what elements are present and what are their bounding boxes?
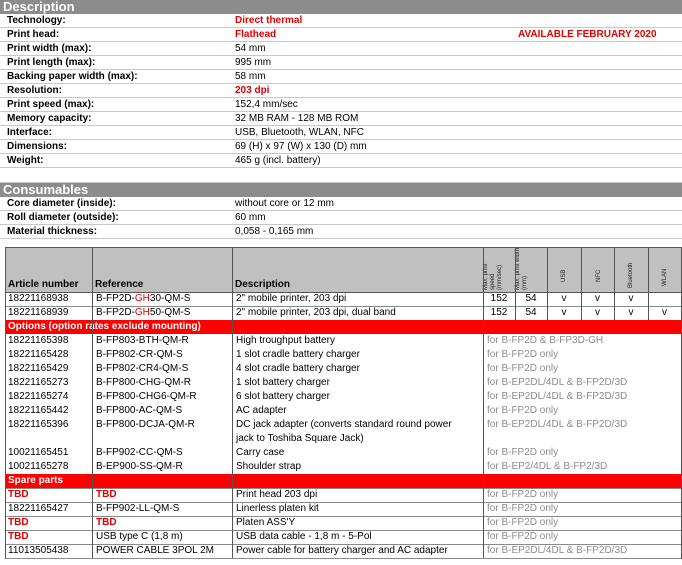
spec-value: 54 mm [235,43,266,54]
description-section-header [0,0,682,14]
description: Shoulder strap [236,461,302,472]
bluetooth-flag: v [628,307,634,318]
spec-value: 203 dpi [235,85,270,96]
option-row [6,404,681,419]
spare-part-row [6,488,681,503]
reference: B-FP800-DCJA-QM-R [96,419,195,430]
header-bluetooth: Bluetooth [628,262,634,288]
spec-label: Core diameter (inside): [7,198,116,209]
header-article-number: Article number [8,279,79,290]
compatibility: for B-FP2D only [487,489,559,500]
reference: POWER CABLE 3POL 2M [96,545,214,556]
spec-label: Resolution: [7,85,62,96]
col-divider [581,248,582,320]
spec-label: Dimensions: [7,141,68,152]
reference: TBD [96,517,117,528]
spec-value: 995 mm [235,57,272,68]
spec-value: Flathead [235,29,277,40]
description: Linerless platen kit [236,503,319,514]
header-reference: Reference [95,279,144,290]
consumable-row [0,211,682,225]
max-print-width: 54 [525,307,537,318]
article-number: 18221165427 [8,503,69,514]
description: 4 slot cradle battery charger [236,363,360,374]
header-max-print-width: Max. print width (mm) [515,247,528,290]
col-divider [648,248,649,320]
description-title: Description [3,0,75,14]
reference [94,306,232,320]
reference: TBD [96,489,117,500]
col-divider [483,248,484,558]
article-number: 10021165451 [8,447,69,458]
nfc-flag: v [595,307,600,318]
header-max-print-speed: Max. print speed (mm/sec) [483,263,503,290]
description-row [0,28,682,42]
option-row [6,334,681,349]
article-number: 18221165428 [8,349,69,360]
spec-label: Print head: [7,29,60,40]
consumables-title: Consumables [3,182,89,197]
product-row [6,292,681,307]
consumable-row [0,197,682,211]
description: 1 slot cradle battery charger [236,349,360,360]
header-nfc: NFC [596,269,602,282]
spec-label: Weight: [7,155,44,166]
spec-value: without core or 12 mm [235,198,334,209]
description: Power cable for battery charger and AC adapter [236,545,448,556]
option-row [6,348,681,363]
product-row [6,306,681,321]
description-row [0,98,682,112]
col-divider [515,248,516,320]
compatibility: for B-FP2D & B-FP3D-GH [487,335,604,346]
description: Carry case [236,447,285,458]
table-header-row [6,248,681,293]
spacer-row [0,168,682,183]
consumable-row [0,225,682,239]
spec-value: 152,4 mm/sec [235,99,298,110]
spec-value: Direct thermal [235,15,303,26]
spec-value: 32 MB RAM - 128 MB ROM [235,113,359,124]
description-row [0,112,682,126]
description-row [0,56,682,70]
spec-label: Print length (max): [7,57,96,68]
article-number: 18221165442 [8,405,69,416]
spec-label: Roll diameter (outside): [7,212,119,223]
description-row [0,84,682,98]
options-band [6,320,681,335]
spec-label: Print speed (max): [7,99,95,110]
article-number: 18221165396 [8,419,69,430]
reference: B-FP800-AC-QM-S [96,405,183,416]
article-table [5,247,682,559]
reference [94,292,232,306]
spare-part-row [6,530,681,545]
option-row [6,362,681,377]
description-row [0,140,682,154]
compatibility: for B-EP2DL/4DL & B-FP2D/3D [487,377,628,388]
nfc-flag: v [595,293,600,304]
compatibility: for B-EP2DL/4DL & B-FP2D/3D [487,545,628,556]
spec-label: Backing paper width (max): [7,71,138,82]
description-row [0,154,682,168]
description: Print head 203 dpi [236,489,318,500]
spec-value: USB, Bluetooth, WLAN, NFC [235,127,364,138]
description: AC adapter [236,405,287,416]
reference-gh: GH [134,293,150,304]
reference-prefix: B-FP2D- [96,293,135,304]
usb-flag: v [561,293,567,304]
option-row [6,418,681,447]
option-row [6,460,681,475]
wlan-flag: v [662,307,667,318]
spec-value: 58 mm [235,71,266,82]
article-number: 18221165398 [8,335,69,346]
spec-label: Memory capacity: [7,113,92,124]
description-continued: jack to Toshiba Square Jack) [236,433,364,444]
description: 6 slot battery charger [236,391,330,402]
reference: B-EP900-SS-QM-R [96,461,183,472]
max-print-speed: 152 [490,293,508,304]
description-row [0,126,682,140]
compatibility: for B-FP2D only [487,363,559,374]
options-title: Options (option rates exclude mounting) [8,321,201,332]
description: High troughput battery [236,335,335,346]
col-divider [547,248,548,320]
compatibility: for B-EP2DL/4DL & B-FP2D/3D [487,419,628,430]
article-number: TBD [8,531,29,542]
compatibility: for B-FP2D only [487,503,559,514]
consumables-section-header [0,183,682,197]
col-divider [232,248,233,558]
reference-suffix: 30-QM-S [149,293,191,304]
reference: B-FP802-CR-QM-S [96,349,183,360]
description: DC jack adapter (converts standard round power [236,419,452,430]
article-number: 18221165274 [8,391,69,402]
article-number: 18221168938 [8,293,69,304]
reference: B-FP800-CHG6-QM-R [96,391,197,402]
bluetooth-flag: v [628,293,634,304]
reference: B-FP902-CC-QM-S [96,447,183,458]
spare-parts-band [6,474,681,489]
article-number: 11013505438 [8,545,69,556]
spec-value: 60 mm [235,212,266,223]
compatibility: for B-FP2D only [487,447,559,458]
col-divider [92,248,93,558]
header-wlan: WLAN [662,268,668,286]
spec-value: 465 g (incl. battery) [235,155,321,166]
compatibility: for B-FP2D only [487,517,559,528]
option-row [6,446,681,461]
header-usb: USB [561,269,567,282]
option-row [6,376,681,391]
reference-suffix: 50-QM-S [149,307,191,318]
availability-note: AVAILABLE FEBRUARY 2020 [518,29,657,40]
description: 2" mobile printer, 203 dpi, dual band [236,307,396,318]
article-number: 10021165278 [8,461,69,472]
max-print-speed: 152 [490,307,508,318]
reference: USB type C (1,8 m) [96,531,183,542]
spec-label: Technology: [7,15,66,26]
spec-value: 0,058 - 0,165 mm [235,226,314,237]
col-divider [614,248,615,320]
reference: B-FP902-LL-QM-S [96,503,180,514]
reference: B-FP802-CR4-QM-S [96,363,189,374]
usb-flag: v [561,307,567,318]
spare-parts-title: Spare parts [8,475,64,486]
spec-label: Material thickness: [7,226,98,237]
compatibility: for B-FP2D only [487,349,559,360]
article-number: 18221165273 [8,377,69,388]
description: Platen ASS'Y [236,517,296,528]
spare-part-row [6,544,681,559]
article-number: TBD [8,489,29,500]
reference-gh: GH [134,307,150,318]
article-number: TBD [8,517,29,528]
reference: B-FP803-BTH-QM-R [96,335,189,346]
compatibility: for B-EP2DL/4DL & B-FP2D/3D [487,391,628,402]
option-row [6,390,681,405]
compatibility: for B-FP2D only [487,531,559,542]
reference-prefix: B-FP2D- [96,307,135,318]
description-row [0,14,682,28]
description-row [0,70,682,84]
spec-label: Interface: [7,127,53,138]
reference: B-FP800-CHG-QM-R [96,377,192,388]
description-row [0,42,682,56]
header-description: Description [235,279,291,290]
article-number: 18221168939 [8,307,69,318]
description: 2" mobile printer, 203 dpi [236,293,347,304]
spec-value: 69 (H) x 97 (W) x 130 (D) mm [235,141,367,152]
spec-label: Print width (max): [7,43,92,54]
spare-part-row [6,516,681,531]
spare-part-row [6,502,681,517]
max-print-width: 54 [525,293,537,304]
wlan-flag [648,292,681,306]
article-number: 18221165429 [8,363,69,374]
compatibility: for B-EP2/4DL & B-FP2/3D [487,461,608,472]
compatibility: for B-FP2D only [487,405,559,416]
description: USB data cable - 1,8 m - 5-Pol [236,531,372,542]
description: 1 slot battery charger [236,377,330,388]
